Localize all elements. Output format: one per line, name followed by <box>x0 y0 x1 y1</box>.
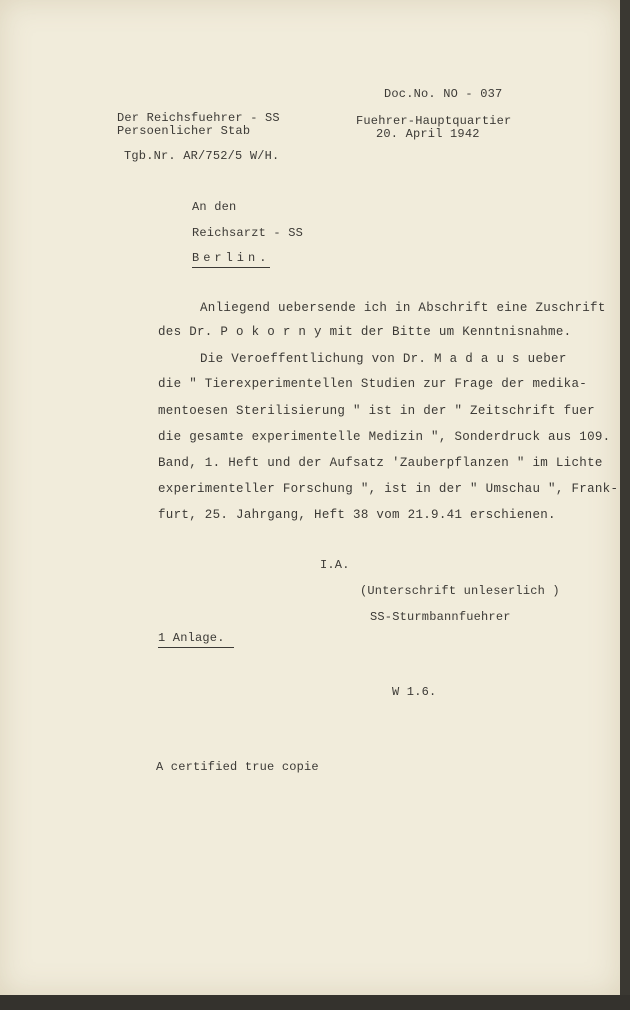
enclosure-label: 1 Anlage. <box>158 631 225 645</box>
signature-rank: SS-Sturmbannfuehrer <box>370 610 511 624</box>
body-line-5: mentoesen Sterilisierung " ist in der " Zeitschrift fuer <box>158 404 595 418</box>
scan-edge-right <box>620 0 630 1010</box>
sender-line-2: Persoenlicher Stab <box>117 124 251 138</box>
sender-line-1: Der Reichsfuehrer - SS <box>117 111 280 125</box>
address-city: Berlin. <box>192 251 270 268</box>
body-line-3: Die Veroeffentlichung von Dr. M a d a u s ueber <box>200 352 567 366</box>
place: Fuehrer-Hauptquartier <box>356 114 512 128</box>
certification-line: A certified true copie <box>156 760 319 774</box>
reference-number: Tgb.Nr. AR/752/5 W/H. <box>124 149 280 163</box>
body-line-7: Band, 1. Heft und der Aufsatz 'Zauberpflanzen " im Lichte <box>158 456 603 470</box>
body-line-4: die " Tierexperimentellen Studien zur Frage der medika- <box>158 377 588 391</box>
body-line-9: furt, 25. Jahrgang, Heft 38 vom 21.9.41 erschienen. <box>158 508 556 522</box>
date: 20. April 1942 <box>376 127 480 141</box>
body-line-1: Anliegend uebersende ich in Abschrift eine Zuschrift <box>200 301 606 315</box>
scan-edge-bottom <box>0 995 630 1010</box>
body-line-8: experimenteller Forschung ", ist in der " Umschau ", Frank- <box>158 482 619 496</box>
doc-number: Doc.No. NO - 037 <box>384 87 503 101</box>
body-line-2: des Dr. P o k o r n y mit der Bitte um Kenntnisnahme. <box>158 325 572 339</box>
address-line-2: Reichsarzt - SS <box>192 226 304 240</box>
signature-note: (Unterschrift unleserlich ) <box>360 584 560 598</box>
address-line-1: An den <box>192 200 237 214</box>
body-line-6: die gesamte experimentelle Medizin ", Sonderdruck aus 109. <box>158 430 611 444</box>
signature-ia: I.A. <box>320 558 350 572</box>
initials: W 1.6. <box>392 685 437 699</box>
enclosure-underline <box>158 647 234 648</box>
